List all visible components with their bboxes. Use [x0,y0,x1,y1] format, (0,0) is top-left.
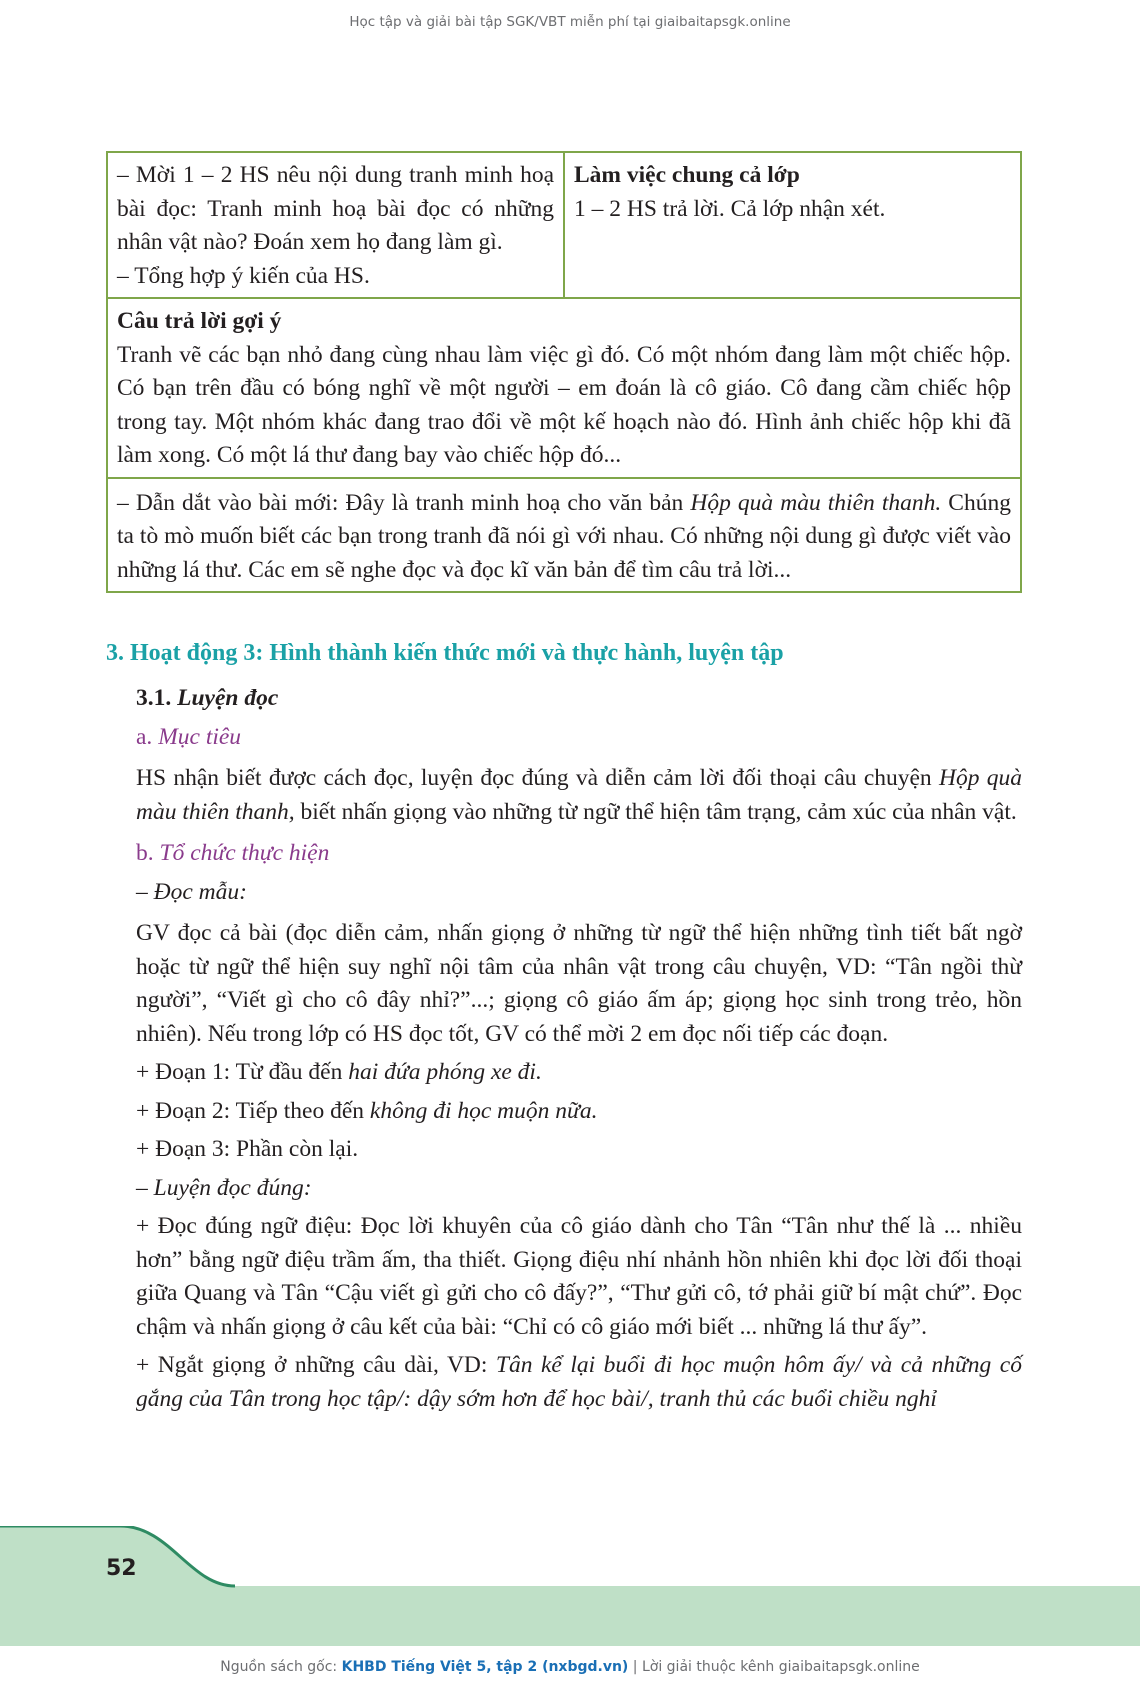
page-header: Học tập và giải bài tập SGK/VBT miễn phí tại giaibaitapsgk.online [349,14,791,30]
correct-reading-label: – Luyện đọc đúng: [136,1174,312,1201]
passage-3: + Đoạn 3: Phần còn lại. [136,1136,359,1162]
objective-label: a. [136,723,159,750]
table-row [107,298,1021,478]
model-reading-label: – Đọc mẫu: [136,878,247,905]
lead-in-cell [107,478,1021,593]
footer-wave-decoration [0,1526,1140,1646]
footer-prefix: Nguồn sách gốc: [220,1659,342,1675]
passage-text: + Đoạn 2: Tiếp theo đến [136,1097,370,1124]
objective-paragraph [136,762,1022,829]
passage-end: không đi học muộn nữa. [369,1097,598,1124]
objective-text: biết nhấn giọng vào những từ ngữ thể hiện tâm trạng, cảm xúc của nhân vật. [294,798,1017,825]
footer-band [0,1526,1140,1646]
teacher-activity-line: – Tổng hợp ý kiến của HS. [117,262,370,289]
suggested-answer-cell [107,298,1021,478]
objective-text: HS nhận biết được cách đọc, luyện đọc đúng và diễn cảm lời đối thoại câu chuyện [136,765,939,791]
lead-in-text: Chúng ta tò mò muốn biết các bạn trong tranh đã nói gì với nhau. Có những nội dung gì được viết vào những lá thư. Các em sẽ nghe đọc và đọc kĩ văn bản để tìm câu trả lời... [117,489,1011,583]
organization-label: b. [136,840,160,866]
section-content [136,682,1022,1416]
lesson-table [106,151,1022,593]
lead-in-text: – Dẫn dắt vào bài mới: Đây là tranh minh hoạ cho văn bản [117,489,691,516]
objective-story-title: Hộp quà màu thiên thanh, [136,765,1022,825]
suggested-answer-heading: Câu trả lời gợi ý [117,308,282,334]
page-footer [0,1659,1140,1675]
suggested-answer-text: Tranh vẽ các bạn nhỏ đang cùng nhau làm việc gì đó. Có một nhóm đang làm một chiếc hộp. Có bạn trên đầu có bóng nghĩ về một người – em đoán là cô giáo. Cô đang cầm chiếc hộp trong tay. Một nhóm khác đang trao đổi về một kế hoạch nào đó. Hình ảnh chiếc hộp khi đã làm xong. Có một lá thư đang bay vào chiếc hộp đó... [117,341,1011,468]
subsection-number: 3.1. [136,685,178,711]
footer-suffix: | Lời giải thuộc kênh giaibaitapsgk.online [628,1659,920,1675]
passage-1 [136,1056,1022,1090]
intonation-paragraph: + Đọc đúng ngữ điệu: Đọc lời khuyên của cô giáo dành cho Tân “Tân như thế là ... nhiều hơn” bằng ngữ điệu trầm ấm, tha thiết. Giọng điệu nhí nhảnh hồn nhiên khi đọc lời đối thoại giữa Quang và Tân “Cậu viết gì gửi cho cô đấy?”, “Thư gửi cô, tớ phải giữ bí mật chứ”. Đọc chậm và nhấn giọng ở câu kết của bài: “Chỉ có cô giáo mới biết ... những lá thư ấy”. [136,1213,1022,1340]
table-row [107,478,1021,593]
footer-source-link[interactable]: KHBD Tiếng Việt 5, tập 2 (nxbgd.vn) [341,1659,629,1675]
pause-example: Tân kể lại buổi đi học muộn hôm ấy/ và cả những cố gắng của Tân trong học tập/: dậy sớm hơn để học bài/, tranh thủ các buổi chiều nghỉ [136,1352,1022,1412]
passage-text: + Đoạn 1: Từ đầu đến [136,1059,349,1085]
passage-end: hai đứa phóng xe đi. [348,1059,542,1085]
passage-2 [136,1095,1022,1129]
organization-heading [136,837,1022,871]
teacher-activity-cell [107,152,564,298]
pause-paragraph [136,1349,1022,1416]
subsection-title: Luyện đọc [177,685,279,711]
subsection-heading [136,682,1022,716]
student-activity-text: 1 – 2 HS trả lời. Cả lớp nhận xét. [574,195,886,222]
gv-paragraph: GV đọc cả bài (đọc diễn cảm, nhấn giọng ở những từ ngữ thể hiện những tình tiết bất ngờ hoặc từ ngữ thể hiện suy nghĩ nội tâm của nhân vật trong câu chuyện, VD: “Tân ngồi thừ người”, “Viết gì cho cô đây nhỉ?”...; giọng cô giáo ấm áp; giọng học sinh trong trẻo, hồn nhiên). Nếu trong lớp có HS đọc tốt, GV có thể mời 2 em đọc nối tiếp các đoạn. [136,920,1022,1047]
student-activity-cell [564,152,1021,298]
lead-in-story-title: Hộp quà màu thiên thanh. [690,489,942,516]
student-activity-heading: Làm việc chung cả lớp [574,162,800,188]
organization-title: Tổ chức thực hiện [159,840,330,866]
objective-heading [136,721,1022,755]
teacher-activity-line: – Mời 1 – 2 HS nêu nội dung tranh minh hoạ bài đọc: Tranh minh hoạ bài đọc có những nhân vật nào? Đoán xem họ đang làm gì. [117,162,554,255]
table-row [107,152,1021,298]
page-number: 52 [106,1556,137,1581]
section-title: 3. Hoạt động 3: Hình thành kiến thức mới và thực hành, luyện tập [106,640,784,666]
pause-text: + Ngắt giọng ở những câu dài, VD: [136,1352,496,1378]
objective-title: Mục tiêu [158,723,242,750]
